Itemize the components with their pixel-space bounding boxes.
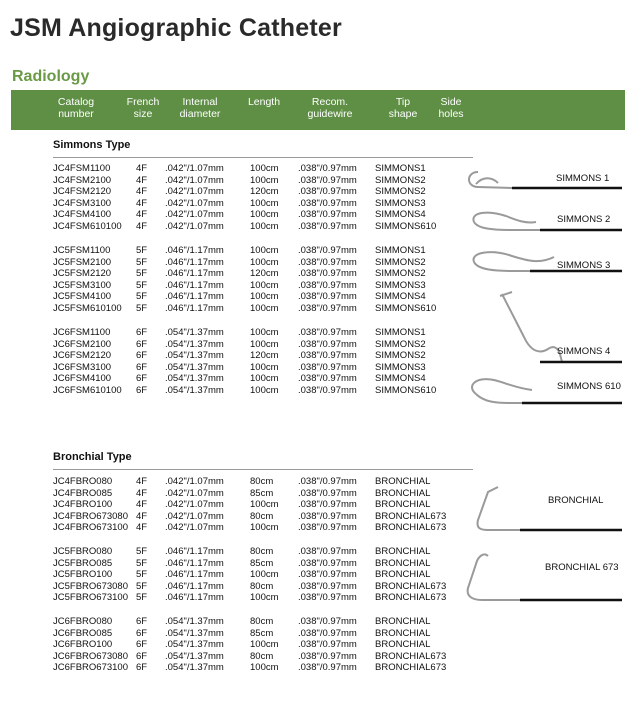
header-line: Internal <box>182 96 218 108</box>
cell-catalog-number: JC4FBRO673080 <box>53 510 128 522</box>
cell-internal-diameter: .046"/1.17mm <box>165 303 224 314</box>
cell-catalog-number: JC4FSM4100 <box>53 209 112 221</box>
cell-french-size: 5F <box>136 303 148 314</box>
header-line: guidewire <box>307 108 353 120</box>
group-title: Simmons Type <box>53 139 131 151</box>
cell-internal-diameter: .046"/1.17mm <box>165 580 224 592</box>
cell-length: 100cm <box>250 327 279 338</box>
cell-internal-diameter: .046"/1.17mm <box>165 557 224 569</box>
cell-catalog-number: JC5FSM4100 <box>53 291 112 303</box>
cell-length: 100cm <box>250 209 279 221</box>
cell-french-size: 5F <box>136 245 148 256</box>
cell-catalog-number: JC5FSM610100 <box>53 303 122 314</box>
cell-tip-shape: SIMMONS3 <box>375 361 426 373</box>
cell-length: 100cm <box>250 256 279 268</box>
cell-tip-shape: SIMMONS4 <box>375 373 426 385</box>
bronchial-catheter-diagram <box>477 487 622 530</box>
cell-french-size: 5F <box>136 580 148 592</box>
cell-tip-shape: BRONCHIAL673 <box>375 650 447 662</box>
cell-guidewire: .038"/0.97mm <box>298 174 357 186</box>
cell-french-size: 6F <box>136 350 148 362</box>
cell-catalog-number: JC4FSM3100 <box>53 197 112 209</box>
cell-length: 100cm <box>250 174 279 186</box>
cell-catalog-number: JC4FSM1100 <box>53 163 111 174</box>
bronchial-673-label: BRONCHIAL 673 <box>545 562 619 573</box>
cell-catalog-number: JC6FBRO100 <box>53 639 113 651</box>
cell-french-size: 6F <box>136 385 148 396</box>
cell-guidewire: .038"/0.97mm <box>298 385 357 396</box>
cell-catalog-number: JC6FSM4100 <box>53 373 112 385</box>
cell-guidewire: .038"/0.97mm <box>298 476 357 487</box>
cell-catalog-number: JC5FBRO673080 <box>53 580 128 592</box>
cell-tip-shape: SIMMONS2 <box>375 350 426 362</box>
cell-length: 80cm <box>250 476 274 487</box>
cell-tip-shape: BRONCHIAL673 <box>375 580 447 592</box>
cell-french-size: 6F <box>136 627 148 639</box>
cell-tip-shape: SIMMONS2 <box>375 186 426 198</box>
header-line: Catalog <box>57 96 95 108</box>
cell-internal-diameter: .054"/1.37mm <box>165 627 224 639</box>
cell-tip-shape: BRONCHIAL <box>375 499 431 511</box>
cell-internal-diameter: .046"/1.17mm <box>165 592 224 604</box>
cell-guidewire: .038"/0.97mm <box>298 350 357 362</box>
cell-catalog-number: JC5FBRO100 <box>53 569 113 581</box>
cell-internal-diameter: .046"/1.17mm <box>165 279 224 291</box>
cell-tip-shape: SIMMONS2 <box>375 268 426 280</box>
cell-internal-diameter: .054"/1.37mm <box>165 616 224 627</box>
cell-catalog-number: JC6FSM2100 <box>53 338 112 350</box>
cell-french-size: 5F <box>136 268 148 280</box>
cell-french-size: 6F <box>136 639 148 651</box>
cell-length: 100cm <box>250 373 279 385</box>
cell-guidewire: .038"/0.97mm <box>298 627 357 639</box>
cell-length: 100cm <box>250 385 279 396</box>
cell-internal-diameter: .054"/1.37mm <box>165 385 224 396</box>
cell-catalog-number: JC6FSM2120 <box>53 350 112 362</box>
cell-catalog-number: JC4FBRO085 <box>53 487 113 499</box>
cell-tip-shape: BRONCHIAL <box>375 476 431 487</box>
cell-catalog-number: JC5FSM2100 <box>53 256 112 268</box>
cell-tip-shape: SIMMONS1 <box>375 327 426 338</box>
cell-tip-shape: SIMMONS2 <box>375 256 426 268</box>
header-line: diameter <box>179 108 221 120</box>
cell-internal-diameter: .054"/1.37mm <box>165 327 224 338</box>
cell-internal-diameter: .046"/1.17mm <box>165 268 224 280</box>
cell-tip-shape: BRONCHIAL <box>375 569 431 581</box>
simmons-4-label: SIMMONS 4 <box>557 346 611 357</box>
cell-catalog-number: JC4FSM2100 <box>53 174 112 186</box>
cell-tip-shape: SIMMONS1 <box>375 245 426 256</box>
cell-length: 100cm <box>250 291 279 303</box>
cell-tip-shape: BRONCHIAL <box>375 546 431 557</box>
header-line: size <box>133 108 153 120</box>
cell-internal-diameter: .054"/1.37mm <box>165 373 224 385</box>
cell-tip-shape: BRONCHIAL673 <box>375 592 447 604</box>
cell-length: 100cm <box>250 303 279 314</box>
cell-french-size: 5F <box>136 279 148 291</box>
cell-french-size: 5F <box>136 256 148 268</box>
cell-length: 100cm <box>250 522 279 534</box>
cell-guidewire: .038"/0.97mm <box>298 487 357 499</box>
cell-french-size: 6F <box>136 616 148 627</box>
cell-catalog-number: JC6FBRO673080 <box>53 650 128 662</box>
cell-catalog-number: JC5FSM3100 <box>53 279 112 291</box>
cell-guidewire: .038"/0.97mm <box>298 256 357 268</box>
simmons-4-catheter-diagram <box>500 292 622 362</box>
cell-french-size: 4F <box>136 186 148 198</box>
cell-tip-shape: SIMMONS4 <box>375 291 426 303</box>
cell-guidewire: .038"/0.97mm <box>298 163 357 174</box>
cell-guidewire: .038"/0.97mm <box>298 639 357 651</box>
cell-catalog-number: JC6FSM1100 <box>53 327 111 338</box>
cell-internal-diameter: .042"/1.07mm <box>165 510 224 522</box>
simmons-3-catheter-diagram <box>474 252 622 271</box>
cell-tip-shape: BRONCHIAL <box>375 616 431 627</box>
cell-internal-diameter: .042"/1.07mm <box>165 209 224 221</box>
simmons-610-catheter-diagram <box>472 379 622 403</box>
cell-internal-diameter: .054"/1.37mm <box>165 650 224 662</box>
cell-tip-shape: SIMMONS4 <box>375 209 426 221</box>
cell-internal-diameter: .046"/1.17mm <box>165 569 224 581</box>
cell-internal-diameter: .054"/1.37mm <box>165 338 224 350</box>
cell-french-size: 6F <box>136 650 148 662</box>
cell-internal-diameter: .046"/1.17mm <box>165 546 224 557</box>
simmons-2-label: SIMMONS 2 <box>557 214 611 225</box>
cell-guidewire: .038"/0.97mm <box>298 499 357 511</box>
cell-guidewire: .038"/0.97mm <box>298 279 357 291</box>
cell-length: 100cm <box>250 361 279 373</box>
cell-catalog-number: JC4FSM610100 <box>53 221 122 232</box>
cell-internal-diameter: .042"/1.07mm <box>165 186 224 198</box>
cell-french-size: 6F <box>136 373 148 385</box>
cell-tip-shape: SIMMONS1 <box>375 163 426 174</box>
cell-french-size: 4F <box>136 499 148 511</box>
cell-tip-shape: BRONCHIAL673 <box>375 522 447 534</box>
page-title: JSM Angiographic Catheter <box>10 14 342 42</box>
header-line: holes <box>438 108 464 120</box>
cell-length: 80cm <box>250 650 274 662</box>
cell-french-size: 5F <box>136 546 148 557</box>
simmons-1-label: SIMMONS 1 <box>556 173 610 184</box>
header-line: French <box>126 96 160 108</box>
cell-internal-diameter: .042"/1.07mm <box>165 221 224 232</box>
cell-catalog-number: JC4FSM2120 <box>53 186 112 198</box>
cell-french-size: 4F <box>136 487 148 499</box>
cell-internal-diameter: .042"/1.07mm <box>165 487 224 499</box>
cell-catalog-number: JC6FBRO080 <box>53 616 113 627</box>
cell-guidewire: .038"/0.97mm <box>298 291 357 303</box>
cell-guidewire: .038"/0.97mm <box>298 361 357 373</box>
cell-internal-diameter: .046"/1.17mm <box>165 245 224 256</box>
cell-catalog-number: JC4FBRO673100 <box>53 522 128 534</box>
cell-internal-diameter: .054"/1.37mm <box>165 662 224 674</box>
cell-french-size: 4F <box>136 197 148 209</box>
header-line: shape <box>388 108 418 120</box>
cell-french-size: 4F <box>136 163 148 174</box>
cell-tip-shape: SIMMONS3 <box>375 279 426 291</box>
cell-length: 120cm <box>250 350 279 362</box>
cell-length: 85cm <box>250 487 274 499</box>
cell-catalog-number: JC5FBRO080 <box>53 546 113 557</box>
cell-french-size: 4F <box>136 522 148 534</box>
cell-catalog-number: JC5FSM1100 <box>53 245 111 256</box>
cell-tip-shape: SIMMONS610 <box>375 303 437 314</box>
cell-length: 120cm <box>250 268 279 280</box>
cell-catalog-number: JC6FBRO085 <box>53 627 113 639</box>
header-line: Recom. <box>311 96 349 108</box>
cell-catalog-number: JC6FBRO673100 <box>53 662 128 674</box>
cell-catalog-number: JC5FBRO085 <box>53 557 113 569</box>
cell-guidewire: .038"/0.97mm <box>298 221 357 232</box>
cell-guidewire: .038"/0.97mm <box>298 327 357 338</box>
cell-length: 100cm <box>250 592 279 604</box>
cell-guidewire: .038"/0.97mm <box>298 303 357 314</box>
cell-guidewire: .038"/0.97mm <box>298 569 357 581</box>
cell-length: 80cm <box>250 510 274 522</box>
cell-guidewire: .038"/0.97mm <box>298 616 357 627</box>
cell-length: 100cm <box>250 221 279 232</box>
cell-guidewire: .038"/0.97mm <box>298 197 357 209</box>
cell-guidewire: .038"/0.97mm <box>298 338 357 350</box>
cell-tip-shape: SIMMONS610 <box>375 221 437 232</box>
cell-length: 100cm <box>250 163 279 174</box>
cell-internal-diameter: .054"/1.37mm <box>165 361 224 373</box>
cell-french-size: 5F <box>136 569 148 581</box>
cell-tip-shape: SIMMONS610 <box>375 385 437 396</box>
cell-french-size: 5F <box>136 592 148 604</box>
cell-internal-diameter: .042"/1.07mm <box>165 499 224 511</box>
cell-length: 100cm <box>250 569 279 581</box>
cell-length: 80cm <box>250 546 274 557</box>
cell-length: 100cm <box>250 197 279 209</box>
cell-guidewire: .038"/0.97mm <box>298 209 357 221</box>
section-title: Radiology <box>12 68 90 85</box>
cell-catalog-number: JC4FBRO100 <box>53 499 113 511</box>
cell-french-size: 5F <box>136 291 148 303</box>
cell-french-size: 6F <box>136 662 148 674</box>
cell-catalog-number: JC5FBRO673100 <box>53 592 128 604</box>
cell-tip-shape: BRONCHIAL673 <box>375 510 447 522</box>
cell-tip-shape: BRONCHIAL <box>375 557 431 569</box>
cell-french-size: 4F <box>136 174 148 186</box>
cell-tip-shape: BRONCHIAL673 <box>375 662 447 674</box>
header-line: Tip <box>395 96 411 108</box>
cell-tip-shape: BRONCHIAL <box>375 487 431 499</box>
cell-french-size: 6F <box>136 361 148 373</box>
cell-internal-diameter: .042"/1.07mm <box>165 522 224 534</box>
cell-length: 100cm <box>250 639 279 651</box>
cell-french-size: 4F <box>136 221 148 232</box>
cell-length: 100cm <box>250 662 279 674</box>
cell-guidewire: .038"/0.97mm <box>298 650 357 662</box>
cell-internal-diameter: .054"/1.37mm <box>165 350 224 362</box>
cell-guidewire: .038"/0.97mm <box>298 522 357 534</box>
cell-length: 100cm <box>250 338 279 350</box>
simmons-2-catheter-diagram <box>473 213 622 230</box>
cell-french-size: 6F <box>136 338 148 350</box>
cell-tip-shape: BRONCHIAL <box>375 639 431 651</box>
cell-guidewire: .038"/0.97mm <box>298 268 357 280</box>
cell-tip-shape: SIMMONS3 <box>375 197 426 209</box>
header-line: number <box>58 108 94 120</box>
group-title: Bronchial Type <box>53 451 132 463</box>
cell-catalog-number: JC4FBRO080 <box>53 476 113 487</box>
cell-french-size: 4F <box>136 510 148 522</box>
cell-catalog-number: JC5FSM2120 <box>53 268 112 280</box>
cell-guidewire: .038"/0.97mm <box>298 546 357 557</box>
header-line: Side <box>440 96 462 108</box>
cell-length: 120cm <box>250 186 279 198</box>
simmons-610-label: SIMMONS 610 <box>557 381 621 392</box>
cell-length: 80cm <box>250 616 274 627</box>
cell-length: 85cm <box>250 557 274 569</box>
cell-catalog-number: JC6FSM3100 <box>53 361 112 373</box>
cell-tip-shape: SIMMONS2 <box>375 338 426 350</box>
cell-guidewire: .038"/0.97mm <box>298 245 357 256</box>
header-line: Length <box>247 96 281 108</box>
cell-guidewire: .038"/0.97mm <box>298 186 357 198</box>
cell-guidewire: .038"/0.97mm <box>298 662 357 674</box>
bronchial-label: BRONCHIAL <box>548 495 604 506</box>
cell-french-size: 4F <box>136 476 148 487</box>
cell-guidewire: .038"/0.97mm <box>298 557 357 569</box>
simmons-1-catheter-diagram <box>469 172 622 188</box>
cell-french-size: 5F <box>136 557 148 569</box>
cell-guidewire: .038"/0.97mm <box>298 592 357 604</box>
cell-length: 100cm <box>250 279 279 291</box>
cell-internal-diameter: .054"/1.37mm <box>165 639 224 651</box>
cell-length: 85cm <box>250 627 274 639</box>
cell-internal-diameter: .046"/1.17mm <box>165 291 224 303</box>
cell-tip-shape: SIMMONS2 <box>375 174 426 186</box>
bronchial-673-catheter-diagram <box>468 554 622 600</box>
cell-french-size: 4F <box>136 209 148 221</box>
cell-guidewire: .038"/0.97mm <box>298 373 357 385</box>
cell-length: 100cm <box>250 499 279 511</box>
cell-internal-diameter: .042"/1.07mm <box>165 174 224 186</box>
cell-length: 100cm <box>250 245 279 256</box>
cell-guidewire: .038"/0.97mm <box>298 510 357 522</box>
cell-guidewire: .038"/0.97mm <box>298 580 357 592</box>
cell-internal-diameter: .042"/1.07mm <box>165 197 224 209</box>
cell-internal-diameter: .046"/1.17mm <box>165 256 224 268</box>
cell-tip-shape: BRONCHIAL <box>375 627 431 639</box>
cell-length: 80cm <box>250 580 274 592</box>
cell-internal-diameter: .042"/1.07mm <box>165 163 224 174</box>
simmons-3-label: SIMMONS 3 <box>557 260 611 271</box>
cell-french-size: 6F <box>136 327 148 338</box>
cell-catalog-number: JC6FSM610100 <box>53 385 122 396</box>
cell-internal-diameter: .042"/1.07mm <box>165 476 224 487</box>
